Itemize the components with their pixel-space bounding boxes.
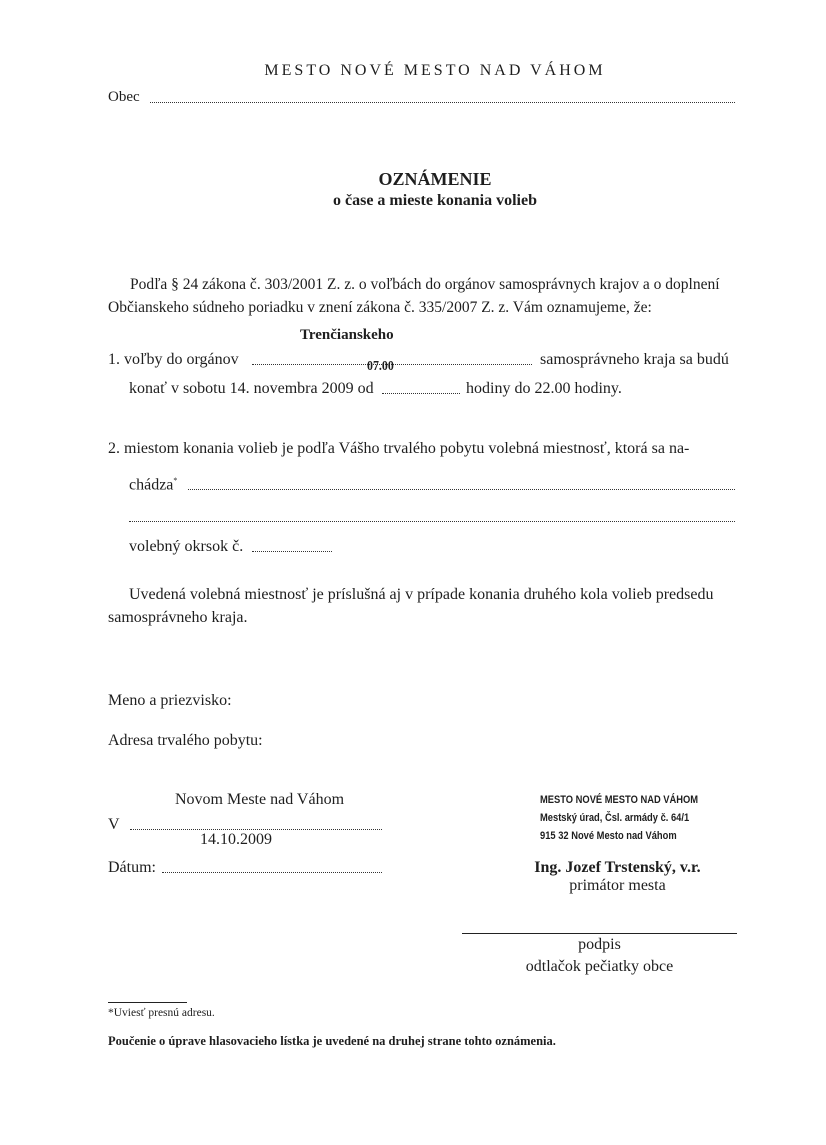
item1-line2-start: konať v sobotu 14. novembra 2009 od: [129, 380, 374, 397]
note-line2: samosprávneho kraja.: [108, 609, 248, 626]
intro-line2: Občianskeho súdneho poriadku v znení zákona č. 335/2007 Z. z. Vám oznamujeme, že:: [108, 299, 652, 316]
place-label: V: [108, 816, 120, 833]
stamp-line3: 915 32 Nové Mesto nad Váhom: [540, 830, 677, 842]
footnote-mark: *: [173, 476, 178, 485]
signatory-name: Ing. Jozef Trstenský, v.r.: [534, 859, 701, 876]
stamp-line1: MESTO NOVÉ MESTO NAD VÁHOM: [540, 794, 699, 806]
footnote: *Uviesť presnú adresu.: [108, 1007, 215, 1019]
item2-line2: [129, 477, 177, 493]
seal-label: odtlačok pečiatky obce: [525, 958, 674, 975]
district-field: [252, 551, 332, 552]
instruction-note: Poučenie o úprave hlasovacieho lístka je uvedené na druhej strane tohto oznámenia.: [108, 1034, 556, 1048]
note-line1: Uvedená volebná miestnosť je príslušná aj v prípade konania druhého kola volieb predsedu: [129, 586, 714, 603]
obec-field: [150, 102, 735, 103]
place-fill: Novom Meste nad Váhom: [175, 791, 345, 808]
item1-line1-end: samosprávneho kraja sa budú: [540, 351, 729, 368]
item1-line2-end: hodiny do 22.00 hodiny.: [466, 380, 622, 397]
region-fill: Trenčianskeho: [300, 327, 394, 343]
sign-label: podpis: [578, 936, 621, 953]
item1-line1-start: 1. voľby do orgánov: [108, 351, 239, 368]
item2-line2-text: chádza: [129, 476, 174, 494]
location-field-2: [129, 521, 735, 522]
location-field-1: [188, 489, 735, 490]
date-label: Dátum:: [108, 859, 156, 876]
intro-line1: Podľa § 24 zákona č. 303/2001 Z. z. o voľbách do orgánov samosprávnych krajov a o doplnení: [130, 276, 720, 293]
district-label: volebný okrsok č.: [129, 538, 244, 555]
footnote-divider: [108, 1002, 187, 1003]
address-label: Adresa trvalého pobytu:: [108, 732, 263, 749]
obec-label: Obec: [108, 89, 140, 105]
signature-line: [462, 933, 737, 934]
date-fill: 14.10.2009: [200, 831, 272, 848]
city-header: MESTO NOVÉ MESTO NAD VÁHOM: [264, 62, 606, 79]
document-subtitle: o čase a mieste konania volieb: [333, 192, 537, 209]
item2-line1: 2. miestom konania volieb je podľa Vášho trvalého pobytu volebná miestnosť, ktorá sa na-: [108, 440, 690, 457]
place-field: [130, 829, 382, 830]
stamp-line2: Mestský úrad, Čsl. armády č. 64/1: [540, 812, 690, 824]
time-fill: 07.00: [367, 359, 394, 374]
signatory-role: primátor mesta: [569, 877, 666, 894]
document-title: OZNÁMENIE: [378, 169, 492, 189]
time-field: [382, 393, 460, 394]
name-label: Meno a priezvisko:: [108, 692, 232, 709]
date-field: [162, 872, 382, 873]
